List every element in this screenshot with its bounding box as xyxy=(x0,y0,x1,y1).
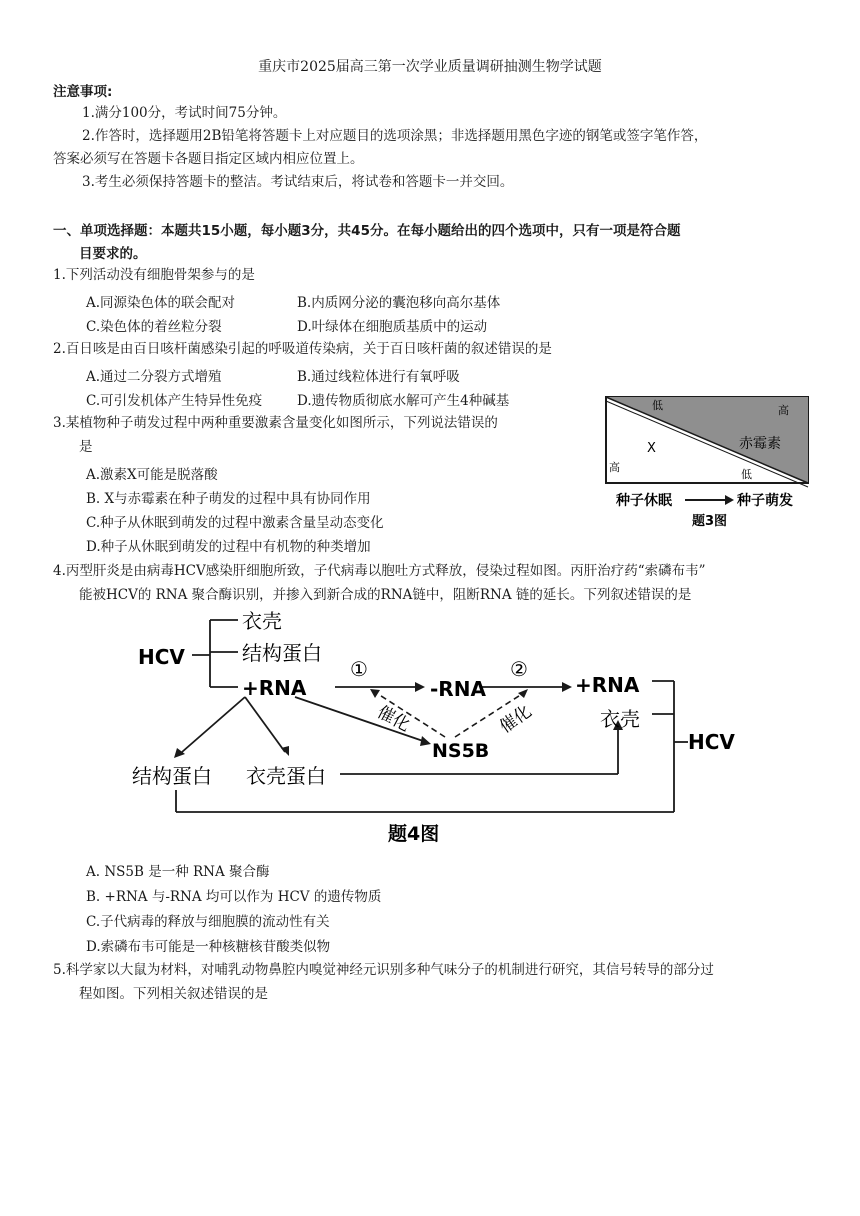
question-4-option-d: D.索磷布韦可能是一种核糖核苷酸类似物 xyxy=(86,939,331,955)
question-5-stem-cont: 程如图。下列相关叙述错误的是 xyxy=(79,986,268,1002)
label-high-top: 高 xyxy=(778,404,789,417)
question-1-option-d: D.叶绿体在细胞质基质中的运动 xyxy=(297,319,488,335)
figure-4-caption: 题4图 xyxy=(388,823,440,845)
question-3-option-c: C.种子从休眠到萌发的过程中激素含量呈动态变化 xyxy=(86,515,384,531)
question-2-option-b: B.通过线粒体进行有氧呼吸 xyxy=(297,369,460,385)
question-2-option-c: C.可引发机体产生特异性免疫 xyxy=(86,393,263,409)
section-heading-cont: 目要求的。 xyxy=(79,246,147,262)
question-1-option-a: A.同源染色体的联会配对 xyxy=(86,295,236,311)
label-hcv-right: HCV xyxy=(688,730,735,754)
figure-4-hcv-diagram xyxy=(130,602,750,852)
question-4-stem-cont: 能被HCV的 RNA 聚合酶识别，并掺入到新合成的RNA链中，阻断RNA 链的延长。下列叙述错误的是 xyxy=(79,587,692,603)
figure-3-arrowhead xyxy=(725,495,734,505)
label-minus-rna: -RNA xyxy=(430,677,486,701)
label-capsid-right: 衣壳 xyxy=(600,707,640,731)
question-3-stem-cont: 是 xyxy=(79,439,93,455)
label-capsid-top: 衣壳 xyxy=(242,609,282,633)
question-4-option-c: C.子代病毒的释放与细胞膜的流动性有关 xyxy=(86,914,330,930)
label-hormone-x: X xyxy=(647,441,656,456)
label-hcv-left: HCV xyxy=(138,645,185,669)
question-2-stem: 2.百日咳是由百日咳杆菌感染引起的呼吸道传染病，关于百日咳杆菌的叙述错误的是 xyxy=(53,341,552,357)
question-3-stem: 3.某植物种子萌发过程中两种重要激素含量变化如图所示，下列说法错误的 xyxy=(53,415,498,431)
label-low-top: 低 xyxy=(652,399,663,412)
question-3-option-b: B. X与赤霉素在种子萌发的过程中具有协同作用 xyxy=(86,491,371,507)
label-step-2: ② xyxy=(510,657,528,681)
label-structural-protein-top: 结构蛋白 xyxy=(242,641,322,665)
figure-3-hormone-diagram xyxy=(600,392,820,532)
question-2-option-d: D.遗传物质彻底水解可产生4种碱基 xyxy=(297,393,510,409)
question-4-stem: 4.丙型肝炎是由病毒HCV感染肝细胞所致，子代病毒以胞吐方式释放，侵染过程如图。丙肝治疗药“索磷布韦” xyxy=(53,563,706,579)
figure-3-caption: 题3图 xyxy=(692,514,728,529)
question-3-option-d: D.种子从休眠到萌发的过程中有机物的种类增加 xyxy=(86,539,371,555)
question-5-stem: 5.科学家以大鼠为材料，对哺乳动物鼻腔内嗅觉神经元识别多种气味分子的机制进行研究，其信号转导的部分过 xyxy=(53,962,714,978)
document-title: 重庆市2025届高三第一次学业质量调研抽测生物学试题 xyxy=(258,59,602,75)
label-gibberellin: 赤霉素 xyxy=(739,436,781,452)
label-ns5b: NS5B xyxy=(432,740,490,762)
notice-item-3: 3.考生必须保持答题卡的整洁。考试结束后，将试卷和答题卡一并交回。 xyxy=(82,174,514,190)
question-4-option-a: A. NS5B 是一种 RNA 聚合酶 xyxy=(86,864,270,880)
label-low-bottom: 低 xyxy=(741,468,752,481)
label-high-bottom: 高 xyxy=(609,461,620,474)
question-1-option-b: B.内质网分泌的囊泡移向高尔基体 xyxy=(297,295,501,311)
question-3-option-a: A.激素X可能是脱落酸 xyxy=(86,467,218,483)
label-capsid-protein: 衣壳蛋白 xyxy=(246,764,326,788)
notice-item-2: 2.作答时，选择题用2B铅笔将答题卡上对应题目的选项涂黑；非选择题用黑色字迹的钢笔或签字笔作答， xyxy=(82,128,708,144)
question-2-option-a: A.通过二分裂方式增殖 xyxy=(86,369,222,385)
label-seed-dormant: 种子休眠 xyxy=(616,493,672,509)
question-1-stem: 1.下列活动没有细胞骨架参与的是 xyxy=(53,267,255,283)
label-structural-protein-bottom: 结构蛋白 xyxy=(132,764,212,788)
notice-item-2-cont: 答案必须写在答题卡各题目指定区域内相应位置上。 xyxy=(53,151,364,167)
label-seed-germinate: 种子萌发 xyxy=(737,493,793,509)
section-heading: 一、单项选择题：本题共15小题，每小题3分，共45分。在每小题给出的四个选项中，只有一项是符合题 xyxy=(53,223,681,239)
label-plus-rna: +RNA xyxy=(242,676,307,700)
notice-item-1: 1.满分100分，考试时间75分钟。 xyxy=(82,105,287,121)
question-1-option-c: C.染色体的着丝粒分裂 xyxy=(86,319,222,335)
label-plus-rna-right: +RNA xyxy=(575,673,640,697)
question-4-option-b: B. +RNA 与-RNA 均可以作为 HCV 的遗传物质 xyxy=(86,889,382,905)
label-catalyze-1: 催化 xyxy=(373,702,414,736)
label-catalyze-2: 催化 xyxy=(496,701,536,738)
label-step-1: ① xyxy=(350,657,368,681)
notice-heading: 注意事项: xyxy=(53,84,113,100)
